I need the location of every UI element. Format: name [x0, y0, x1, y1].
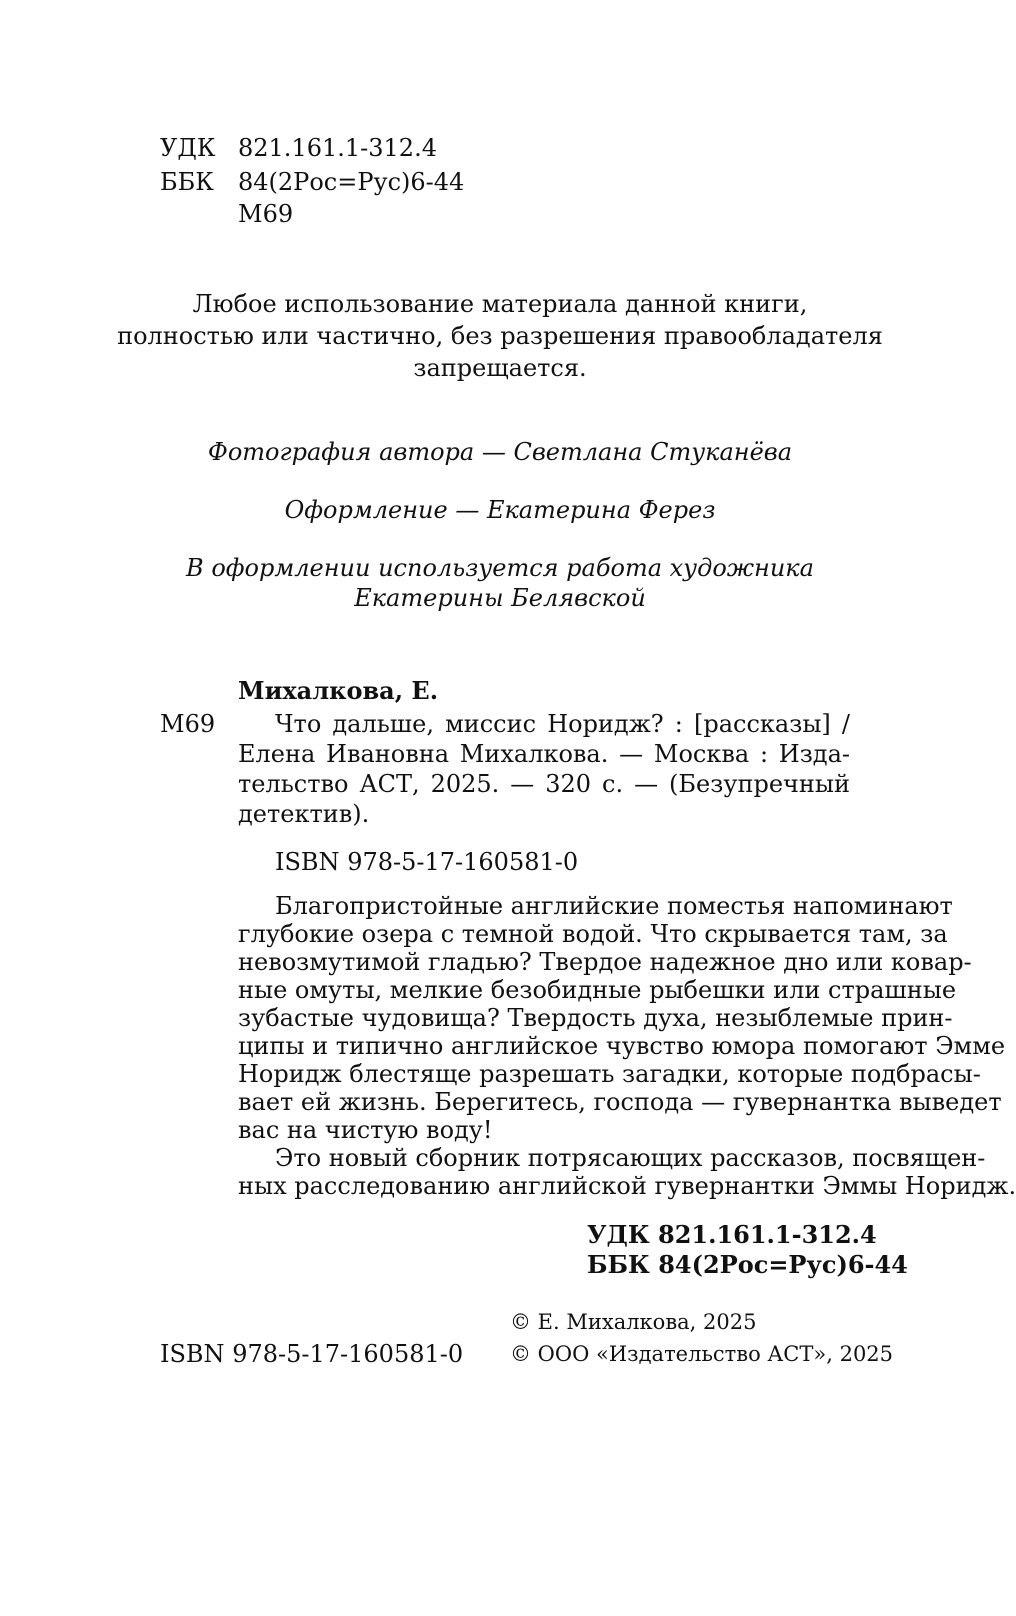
annotation-p1-line-9: вас на чистую воду! [238, 1116, 493, 1144]
annotation-p2-line-1: Это новый сборник потрясающих рассказов, посвящен- [275, 1144, 986, 1172]
design-credit: Оформление — Екатерина Ферез [284, 496, 716, 524]
author-heading: Михалкова, Е. [238, 676, 439, 705]
description-line-3: тельство АСТ, 2025. — 320 с. — (Безупречный [238, 770, 850, 798]
annotation-p1-line-7: Норидж блестяще разрешать загадки, которые подбрасы- [238, 1060, 981, 1088]
udk-bold: УДК 821.161.1-312.4 [587, 1220, 877, 1249]
copyright-notice-line-2: полностью или частично, без разрешения правообладателя [117, 322, 883, 350]
bbk-value: 84(2Рос=Рус)6-44 [238, 168, 465, 196]
description-line-2: Елена Ивановна Михалкова. — Москва : Изда- [238, 740, 850, 768]
bbk-label: ББК [160, 168, 214, 196]
annotation-p1-line-5: зубастые чудовища? Твердость духа, незыблемые прин- [238, 1004, 953, 1032]
description-line-1: Что дальше, миссис Норидж? : [рассказы] / [275, 710, 850, 738]
description-line-4: детектив). [238, 800, 370, 828]
artwork-credit-line-2: Екатерины Белявской [354, 584, 646, 612]
udk-row [160, 134, 437, 162]
udk-value: 821.161.1-312.4 [238, 134, 437, 162]
annotation-p2-line-2: ных расследованию английской гувернантки Эммы Норидж. [238, 1172, 1016, 1200]
copyright-author: © Е. Михалкова, 2025 [510, 1310, 757, 1334]
photo-credit: Фотография автора — Светлана Стуканёва [207, 438, 793, 466]
copyright-publisher: © ООО «Издательство АСТ», 2025 [510, 1342, 894, 1366]
annotation-p1-line-2: глубокие озера с темной водой. Что скрывается там, за [238, 920, 948, 948]
annotation-p1-line-8: вает ей жизнь. Берегитесь, господа — гувернантка выведет [238, 1088, 1002, 1116]
copyright-notice-line-1: Любое использование материала данной книги, [192, 290, 808, 318]
bbk-bold: ББК 84(2Рос=Рус)6-44 [587, 1250, 908, 1279]
artwork-credit-line-1: В оформлении используется работа художника [186, 554, 814, 582]
udk-label: УДК [160, 134, 216, 162]
annotation-p1-line-4: ные омуты, мелкие безобидные рыбешки или страшные [238, 976, 957, 1004]
isbn-record: ISBN 978-5-17-160581-0 [275, 848, 579, 876]
bbk-row [160, 168, 464, 196]
author-mark-record: М69 [160, 710, 216, 738]
author-mark-top: М69 [238, 200, 294, 228]
annotation-p1-line-3: невозмутимой гладью? Твердое надежное дно или ковар- [238, 948, 972, 976]
isbn-footer: ISBN 978-5-17-160581-0 [160, 1340, 464, 1368]
annotation-p1-line-6: ципы и типично английское чувство юмора помогают Эмме [238, 1032, 1006, 1060]
annotation-p1-line-1: Благопристойные английские поместья напоминают [275, 892, 953, 920]
copyright-notice-line-3: запрещается. [413, 354, 587, 382]
